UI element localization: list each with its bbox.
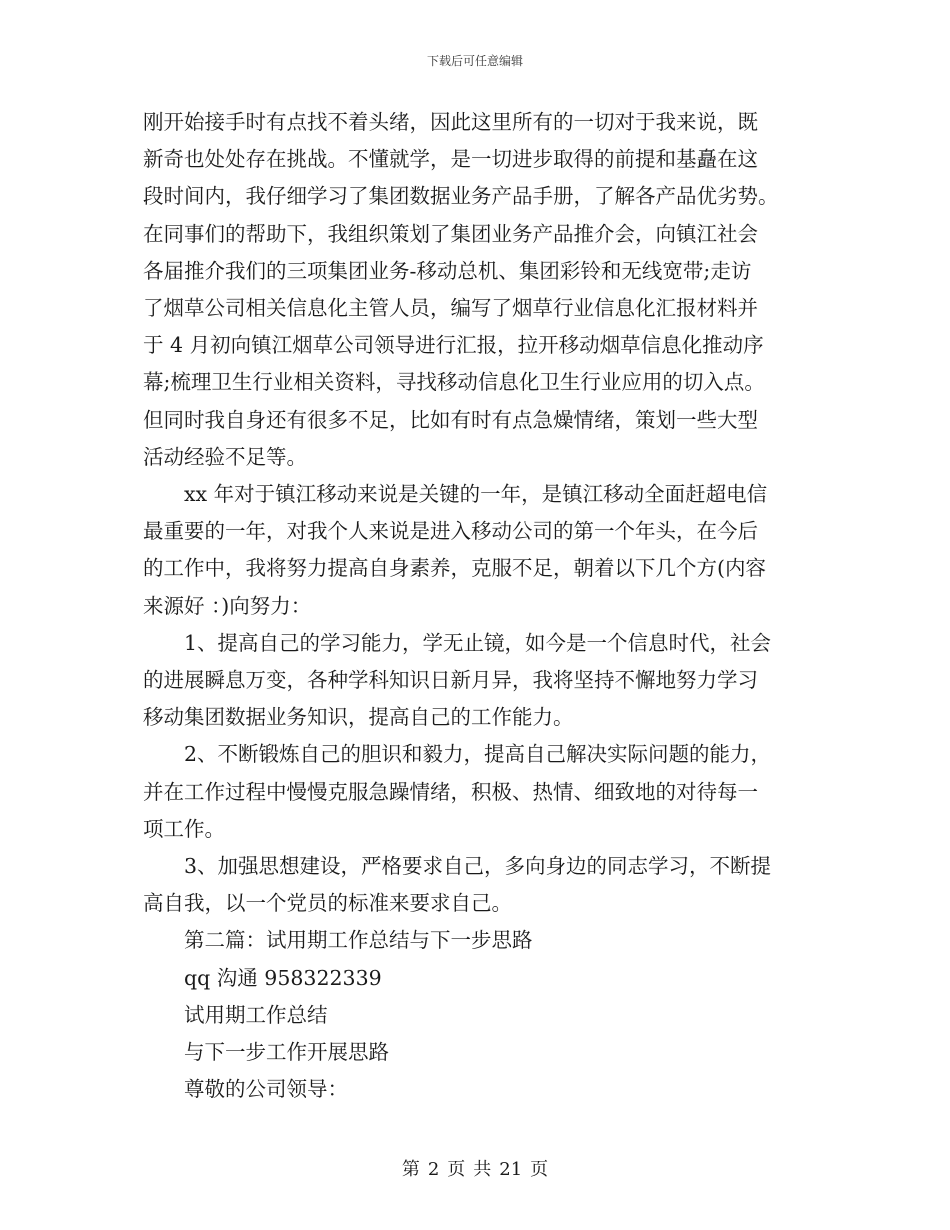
- salutation: 尊敬的公司领导：: [184, 1077, 348, 1102]
- subtitle-line: 与下一步工作开展思路: [184, 1040, 389, 1065]
- subtitle-line: 试用期工作总结: [184, 1002, 328, 1027]
- text-line: xx 年对于镇江移动来说是关键的一年，是镇江移动全面赶超电信: [184, 482, 768, 507]
- page-label: 页: [530, 1159, 549, 1180]
- text-line: 段时间内，我仔细学习了集团数据业务产品手册，了解各产品优劣势。: [143, 184, 779, 209]
- text-line: 来源好 ：)向努力：: [143, 593, 312, 618]
- text-line: 项工作。: [143, 816, 225, 841]
- list-item-3: [143, 848, 807, 922]
- text-line: 新奇也处处存在挑战。不懂就学，是一切进步取得的前提和基矗在这: [143, 147, 758, 172]
- text-line: 各届推介我们的三项集团业务-移动总机、集团彩铃和无线宽带;走访: [143, 258, 752, 283]
- text-line: 刚开始接手时有点找不着头绪，因此这里所有的一切对于我来说，既: [143, 110, 758, 134]
- paragraph-1: [143, 104, 807, 476]
- text-line: 1、提高自己的学习能力，学无止镜，如今是一个信息时代，社会: [184, 630, 772, 655]
- document-body: [143, 104, 807, 1108]
- text-line: 了烟草公司相关信息化主管人员，编写了烟草行业信息化汇报材料并: [143, 296, 758, 321]
- page-label: 页: [447, 1159, 466, 1180]
- text-line: 2、不断锻炼自己的胆识和毅力，提高自己解决实际问题的能力，: [184, 742, 772, 767]
- text-line: 3、加强思想建设，严格要求自己，多向身边的同志学习，不断提: [184, 854, 772, 879]
- page-label: 第: [401, 1159, 420, 1180]
- text-line: 并在工作过程中慢慢克服急躁情绪，积极、热情、细致地的对待每一: [143, 779, 758, 804]
- text-line: 于 4 月初向镇江烟草公司领导进行汇报，拉开移动烟草信息化推动序: [143, 333, 764, 358]
- page-current: 2: [427, 1159, 440, 1180]
- page-label: 共: [473, 1159, 492, 1180]
- text-line: 在同事们的帮助下，我组织策划了集团业务产品推介会，向镇江社会: [143, 221, 758, 246]
- text-line: 高自我，以一个党员的标准来要求自己。: [143, 891, 512, 916]
- text-line: 活动经验不足等。: [143, 444, 307, 469]
- text-line: 的工作中，我将努力提高自身素养，克服不足，朝着以下几个方(内容: [143, 556, 766, 581]
- text-line: 最重要的一年，对我个人来说是进入移动公司的第一个年头，在今后: [143, 519, 758, 544]
- page-header: 下载后可任意编辑: [426, 54, 523, 68]
- section-title: 第二篇：试用期工作总结与下一步思路: [184, 928, 533, 953]
- text-line: 但同时我自身还有很多不足，比如有时有点急燥情绪，策划一些大型: [143, 407, 758, 432]
- paragraph-2: [143, 476, 807, 625]
- list-item-1: [143, 625, 807, 737]
- page-total: 21: [499, 1159, 523, 1180]
- page-footer: [0, 1155, 950, 1181]
- qq-contact-line: qq 沟通 958322339: [184, 965, 382, 990]
- text-line: 幕;梳理卫生行业相关资料，寻找移动信息化卫生行业应用的切入点。: [143, 370, 765, 395]
- list-item-2: [143, 736, 807, 848]
- text-line: 移动集团数据业务知识，提高自己的工作能力。: [143, 705, 574, 730]
- text-line: 的进展瞬息万变，各种学科知识日新月异，我将坚持不懈地努力学习: [143, 668, 758, 693]
